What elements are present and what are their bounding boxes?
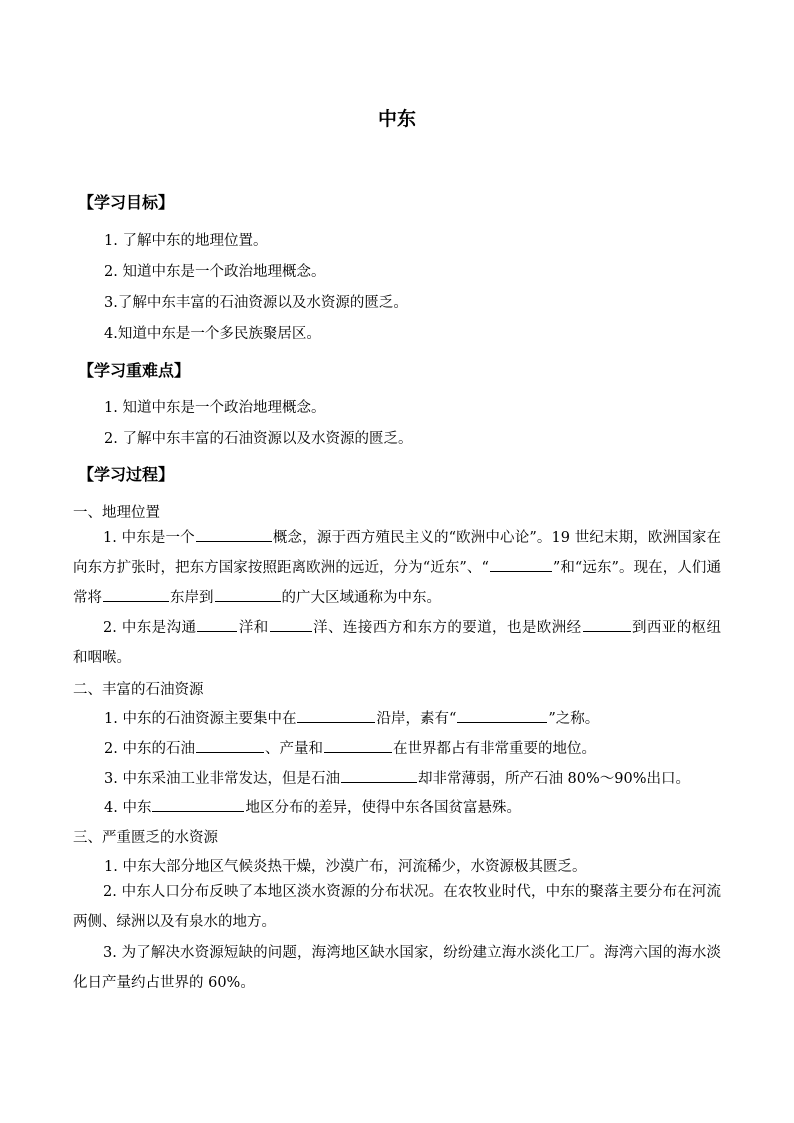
section-1-paragraph-1 <box>73 523 721 613</box>
text: ”之称。 <box>548 711 600 727</box>
text: 却非常薄弱，所产石油 80%～90%出口。 <box>417 771 691 787</box>
text: 的广大区域通称为中东。 <box>281 590 441 606</box>
keypoints-heading: 【学习重难点】 <box>78 361 191 380</box>
section-2-line-4 <box>104 796 521 817</box>
text: 沿岸，素有“ <box>376 711 457 727</box>
section-3-paragraph-2: 2. 中东人口分布反映了本地区淡水资源的分布状况。在农牧业时代，中东的聚落主要分布在河流两侧、绿洲以及有泉水的地方。 <box>73 884 721 930</box>
section-2-line-2 <box>104 737 596 758</box>
fill-blank[interactable] <box>270 617 312 632</box>
fill-blank[interactable] <box>103 587 169 602</box>
fill-blank[interactable] <box>196 738 264 753</box>
fill-blank[interactable] <box>215 587 281 602</box>
page-title: 中东 <box>377 108 416 130</box>
text: 1. 中东的石油资源主要集中在 <box>104 711 297 727</box>
process-heading: 【学习过程】 <box>78 465 175 484</box>
text: 洋、连接西方和东方的要道，也是欧洲经 <box>312 620 582 636</box>
fill-blank[interactable] <box>197 617 237 632</box>
section-2-line-3 <box>104 767 690 788</box>
section-3-line-1: 1. 中东大部分地区气候炎热干燥，沙漠广布，河流稀少，水资源极其匮乏。 <box>104 859 587 875</box>
fill-blank[interactable] <box>583 617 631 632</box>
text: 2. 中东的石油 <box>104 741 195 757</box>
goal-item-3: 3.了解中东丰富的石油资源以及水资源的匮乏。 <box>104 295 408 311</box>
text: 在世界都占有非常重要的地位。 <box>392 741 596 757</box>
section-3-heading: 三、严重匮乏的水资源 <box>73 830 218 846</box>
goal-item-2: 2. 知道中东是一个政治地理概念。 <box>104 264 326 280</box>
section-2-heading: 二、丰富的石油资源 <box>73 682 204 698</box>
goals-heading: 【学习目标】 <box>78 193 175 212</box>
fill-blank[interactable] <box>196 527 272 542</box>
section-2-line-1 <box>104 707 599 728</box>
fill-blank[interactable] <box>324 738 392 753</box>
section-1-heading: 一、地理位置 <box>73 505 160 521</box>
section-3-paragraph-3: 3. 为了解决水资源短缺的问题，海湾地区缺水国家，纷纷建立海水淡化工厂。海湾六国的海水淡化日产量约占世界的 60%。 <box>73 945 721 991</box>
text: 3. 中东采油工业非常发达，但是石油 <box>104 771 340 787</box>
fill-blank[interactable] <box>457 708 547 723</box>
text: 2. 中东是沟通 <box>103 620 197 636</box>
keypoint-item-1: 1. 知道中东是一个政治地理概念。 <box>104 400 326 416</box>
fill-blank[interactable] <box>297 708 375 723</box>
text: 1. 中东是一个 <box>103 530 195 546</box>
text: ”和“远东”。现在，人们通常将 <box>73 560 721 606</box>
text: 洋和 <box>238 620 269 636</box>
text: 地区分布的差异，使得中东各国贫富悬殊。 <box>245 800 521 816</box>
goal-item-4: 4.知道中东是一个多民族聚居区。 <box>104 326 321 342</box>
text: 4. 中东 <box>104 800 152 816</box>
section-1-paragraph-2 <box>73 613 721 673</box>
text: 概念，源于西方殖民主义的“欧洲中心论”。19 世纪末期，欧洲国家在向东方扩张时，把东方国家按照距离欧洲的远近，分为“近东”、“ <box>73 530 721 576</box>
text: 、产量和 <box>264 741 323 757</box>
goal-item-1: 1. 了解中东的地理位置。 <box>104 233 268 249</box>
fill-blank[interactable] <box>490 557 552 572</box>
text: 到西亚的枢纽和咽喉。 <box>73 620 722 666</box>
fill-blank[interactable] <box>152 797 244 812</box>
keypoint-item-2: 2. 了解中东丰富的石油资源以及水资源的匮乏。 <box>104 431 413 447</box>
text: 东岸到 <box>170 590 214 606</box>
fill-blank[interactable] <box>341 768 417 783</box>
